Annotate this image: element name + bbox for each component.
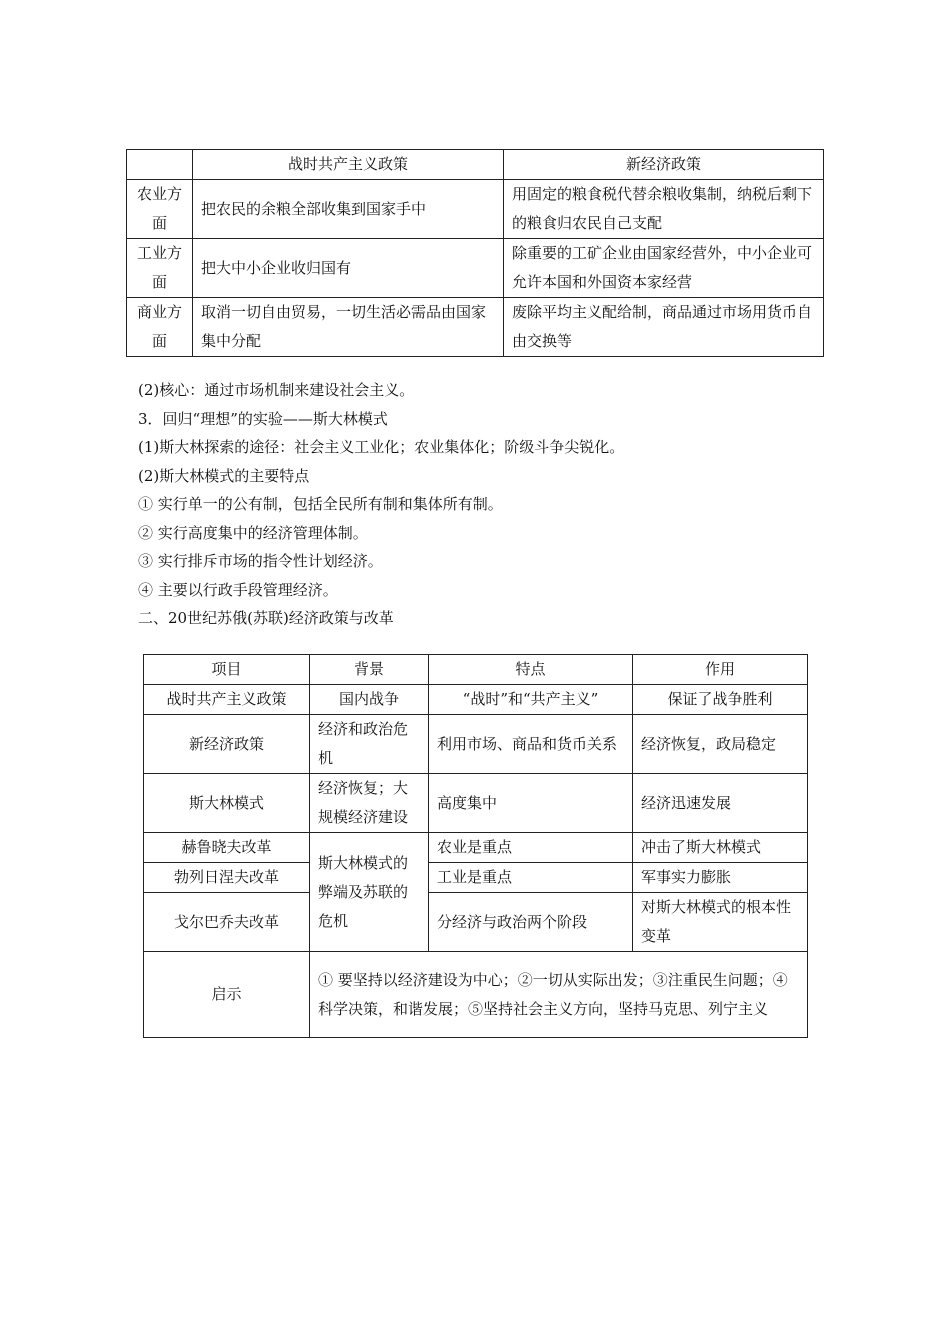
item-cell: 戈尔巴乔夫改革 bbox=[144, 893, 310, 952]
background-cell: 经济和政治危机 bbox=[310, 715, 429, 774]
lesson-label: 启示 bbox=[144, 952, 310, 1038]
text-line: (2)斯大林模式的主要特点 bbox=[138, 466, 310, 485]
feature-cell: 工业是重点 bbox=[429, 863, 633, 893]
item-cell: 斯大林模式 bbox=[144, 774, 310, 833]
feature-cell: 高度集中 bbox=[429, 774, 633, 833]
table-row bbox=[127, 239, 824, 298]
feature-cell: “战时”和“共产主义” bbox=[429, 685, 633, 715]
header-war-communism: 战时共产主义政策 bbox=[193, 150, 504, 180]
feature-cell: 农业是重点 bbox=[429, 833, 633, 863]
effect-cell: 保证了战争胜利 bbox=[633, 685, 808, 715]
feature-cell: 利用市场、商品和货币关系 bbox=[429, 715, 633, 774]
section-heading: 3．回归“理想”的实验——斯大林模式 bbox=[138, 409, 388, 428]
table-header-row bbox=[127, 150, 824, 180]
table-row bbox=[144, 685, 808, 715]
table-row bbox=[144, 715, 808, 774]
lesson-text: ① 要坚持以经济建设为中心；②一切从实际出发；③注重民生问题；④科学决策，和谐发展；⑤坚持社会主义方向，坚持马克思、列宁主义 bbox=[310, 952, 808, 1038]
war-cell: 把大中小企业收归国有 bbox=[193, 239, 504, 298]
table-header-row bbox=[144, 655, 808, 685]
text-line: (2)核心：通过市场机制来建设社会主义。 bbox=[138, 381, 415, 399]
war-cell: 取消一切自由贸易，一切生活必需品由国家集中分配 bbox=[193, 298, 504, 357]
table-row bbox=[144, 833, 808, 863]
aspect-cell: 农业方面 bbox=[127, 180, 193, 239]
aspect-cell: 商业方面 bbox=[127, 298, 193, 357]
section-heading: 二、20世纪苏俄(苏联)经济政策与改革 bbox=[138, 609, 394, 627]
header-effect: 作用 bbox=[633, 655, 808, 685]
effect-cell: 军事实力膨胀 bbox=[633, 863, 808, 893]
aspect-cell: 工业方面 bbox=[127, 239, 193, 298]
effect-cell: 冲击了斯大林模式 bbox=[633, 833, 808, 863]
nep-cell: 除重要的工矿企业由国家经营外，中小企业可允许本国和外国资本家经营 bbox=[504, 239, 824, 298]
policy-comparison-table bbox=[126, 149, 824, 357]
nep-cell: 废除平均主义配给制，商品通过市场用货币自由交换等 bbox=[504, 298, 824, 357]
table-row bbox=[144, 774, 808, 833]
effect-cell: 经济恢复，政局稳定 bbox=[633, 715, 808, 774]
reform-summary-table bbox=[143, 654, 808, 1038]
feature-cell: 分经济与政治两个阶段 bbox=[429, 893, 633, 952]
item-cell: 新经济政策 bbox=[144, 715, 310, 774]
item-cell: 战时共产主义政策 bbox=[144, 685, 310, 715]
nep-cell: 用固定的粮食税代替余粮收集制，纳税后剩下的粮食归农民自己支配 bbox=[504, 180, 824, 239]
list-item: ③ 实行排斥市场的指令性计划经济。 bbox=[138, 552, 383, 570]
background-cell: 国内战争 bbox=[310, 685, 429, 715]
header-item: 项目 bbox=[144, 655, 310, 685]
table-row bbox=[144, 893, 808, 952]
header-nep: 新经济政策 bbox=[504, 150, 824, 180]
item-cell: 勃列日涅夫改革 bbox=[144, 863, 310, 893]
table-row bbox=[144, 952, 808, 1038]
header-empty-cell bbox=[127, 150, 193, 180]
table-row bbox=[127, 180, 824, 239]
item-cell: 赫鲁晓夫改革 bbox=[144, 833, 310, 863]
background-cell: 斯大林模式的弊端及苏联的危机 bbox=[310, 833, 429, 952]
table-row bbox=[127, 298, 824, 357]
effect-cell: 经济迅速发展 bbox=[633, 774, 808, 833]
body-text bbox=[138, 376, 838, 633]
header-background: 背景 bbox=[310, 655, 429, 685]
text-line: (1)斯大林探索的途径：社会主义工业化；农业集体化；阶级斗争尖锐化。 bbox=[138, 438, 625, 456]
background-cell: 经济恢复；大规模经济建设 bbox=[310, 774, 429, 833]
war-cell: 把农民的余粮全部收集到国家手中 bbox=[193, 180, 504, 239]
list-item: ① 实行单一的公有制，包括全民所有制和集体所有制。 bbox=[138, 495, 503, 513]
table-row bbox=[144, 863, 808, 893]
list-item: ④ 主要以行政手段管理经济。 bbox=[138, 580, 338, 599]
effect-cell: 对斯大林模式的根本性变革 bbox=[633, 893, 808, 952]
list-item: ② 实行高度集中的经济管理体制。 bbox=[138, 523, 368, 542]
header-feature: 特点 bbox=[429, 655, 633, 685]
